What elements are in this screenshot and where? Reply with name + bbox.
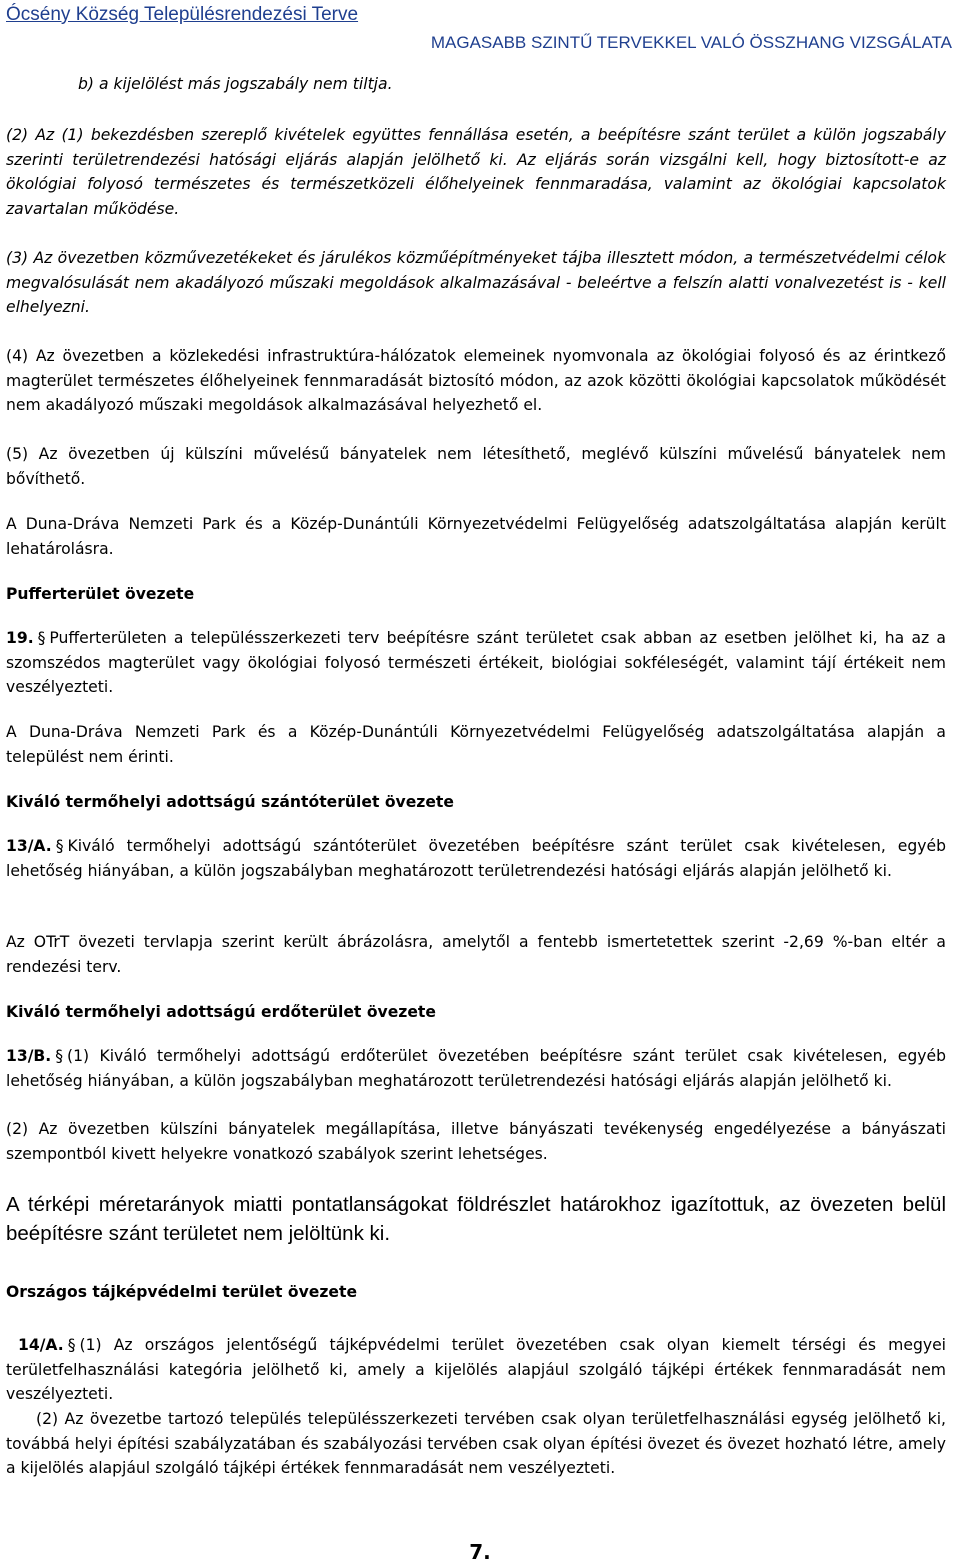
section-14a — [6, 1333, 946, 1407]
paragraph-3: (3) Az övezetben közművezetékeket és járulékos közműépítményeket tájba illesztett módon, a természetvédelmi célok megvalósulását nem akadályozó műszaki megoldások alkalmazásával - beleértve a felszín alatti vonalvezetést is - kell elhelyezni. — [6, 249, 946, 316]
document-title: Ócsény Község Településrendezési Terve — [6, 4, 359, 25]
heading-pufferterulet: Pufferterület övezete — [6, 585, 195, 603]
paragraph-sign: § — [55, 837, 64, 855]
paragraph-map-note: A térképi méretarányok miatti pontatlanságokat földrészlet határokhoz igazítottuk, az övezeten belül beépítésre szánt területet nem jelöltünk ki. — [6, 1193, 946, 1245]
section-13a — [6, 834, 946, 883]
paragraph-source-2: A Duna-Dráva Nemzeti Park és a Közép-Dunántúli Környezetvédelmi Felügyelőség adatszolgáltatása alapján a települést nem érinti. — [6, 723, 946, 766]
paragraph-sign: § — [37, 629, 46, 647]
paragraph-otrt: Az OTrT övezeti tervlapja szerint került ábrázolásra, amelytől a fentebb ismertetettek szerint -2,69 %-ban eltér a rendezési terv. — [6, 933, 946, 976]
paragraph-b: b) a kijelölést más jogszabály nem tiltja. — [78, 75, 393, 93]
paragraph-sign: § — [55, 1047, 64, 1065]
document-subtitle: MAGASABB SZINTŰ TERVEKKEL VALÓ ÖSSZHANG VIZSGÁLATA — [430, 33, 952, 52]
paragraph-4: (4) Az övezetben a közlekedési infrastruktúra-hálózatok elemeinek nyomvonala az ökológiai folyosó és az érintkező magterület természetes élőhelyeinek fennmaradását biztosító módon, az azok közötti ökológiai kapcsolatok működését nem akadályozó műszaki megoldások alkalmazásával helyezhető el. — [6, 347, 946, 414]
heading-tajkepvedelmi: Országos tájképvédelmi terület övezete — [6, 1283, 358, 1301]
heading-szantoterulet: Kiváló termőhelyi adottságú szántóterület övezete — [6, 793, 454, 811]
section-text: Kiváló termőhelyi adottságú szántóterület övezetében beépítésre szánt terület csak kivételesen, egyéb lehetőség hiányában, a külön jogszabályban meghatározott területrendezési hatósági eljárás alapján jelölhető ki. — [6, 837, 946, 880]
section-number: 19. — [6, 629, 34, 647]
section-14a-paragraph-2: (2) Az övezetbe tartozó település településszerkezeti tervében csak olyan területfelhasználási egység jelölhető ki, továbbá helyi építési szabályzatában és szabályozási tervében csak olyan építési övezet és övezet hozható létre, amely a kijelölés alapjául szolgáló tájképi értékek fennmaradását nem veszélyezteti. — [6, 1410, 946, 1477]
section-number: 13/A. — [6, 837, 52, 855]
section-number: 13/B. — [6, 1047, 52, 1065]
section-number: 14/A. — [18, 1336, 64, 1354]
paragraph-2: (2) Az (1) bekezdésben szereplő kivételek együttes fennállása esetén, a beépítésre szánt terület a külön jogszabály szerinti területrendezési hatósági eljárás alapján jelölhető ki. Az eljárás során vizsgálni kell, hogy biztosított-e az ökológiai folyosó természetes és természetközeli élőhelyeinek fennmaradása, valamint az ökológiai kapcsolatok zavartalan működése. — [6, 126, 946, 218]
section-text: (1) Kiváló termőhelyi adottságú erdőterület övezetében beépítésre szánt terület csak kivételesen, egyéb lehetőség hiányában, a külön jogszabályban meghatározott területrendezési hatósági eljárás alapján jelölhető ki. — [6, 1047, 946, 1090]
paragraph-5: (5) Az övezetben új külszíni művelésű bányatelek nem létesíthető, meglévő külszíni művelésű bányatelek nem bővíthető. — [6, 445, 946, 488]
section-13b-paragraph-2: (2) Az övezetben külszíni bányatelek megállapítása, illetve bányászati tevékenység engedélyezése a bányászati szempontból kivett helyekre vonatkozó szabályok szerint lehetséges. — [6, 1120, 946, 1163]
section-13b — [6, 1044, 946, 1093]
paragraph-sign: § — [67, 1336, 76, 1354]
section-text: (1) Az országos jelentőségű tájképvédelmi terület övezetében csak olyan kiemelt térségi és megyei területfelhasználási kategória jelölhető ki, amely a kijelölés alapjául szolgáló tájképi értékek fennmaradását nem veszélyezteti. — [6, 1336, 946, 1403]
page-number: 7. — [469, 1540, 491, 1564]
section-19 — [6, 626, 946, 700]
heading-erdoterulet: Kiváló termőhelyi adottságú erdőterület övezete — [6, 1003, 436, 1021]
paragraph-source-1: A Duna-Dráva Nemzeti Park és a Közép-Dunántúli Környezetvédelmi Felügyelőség adatszolgáltatása alapján került lehatárolásra. — [6, 515, 946, 558]
section-text: Pufferterületen a településszerkezeti terv beépítésre szánt területet csak abban az esetben jelölhet ki, ha az a szomszédos magterület vagy ökológiai folyosó természeti értékeit, biológiai sokféleségét, valamint tájí értékeit nem veszélyezteti. — [6, 629, 946, 696]
